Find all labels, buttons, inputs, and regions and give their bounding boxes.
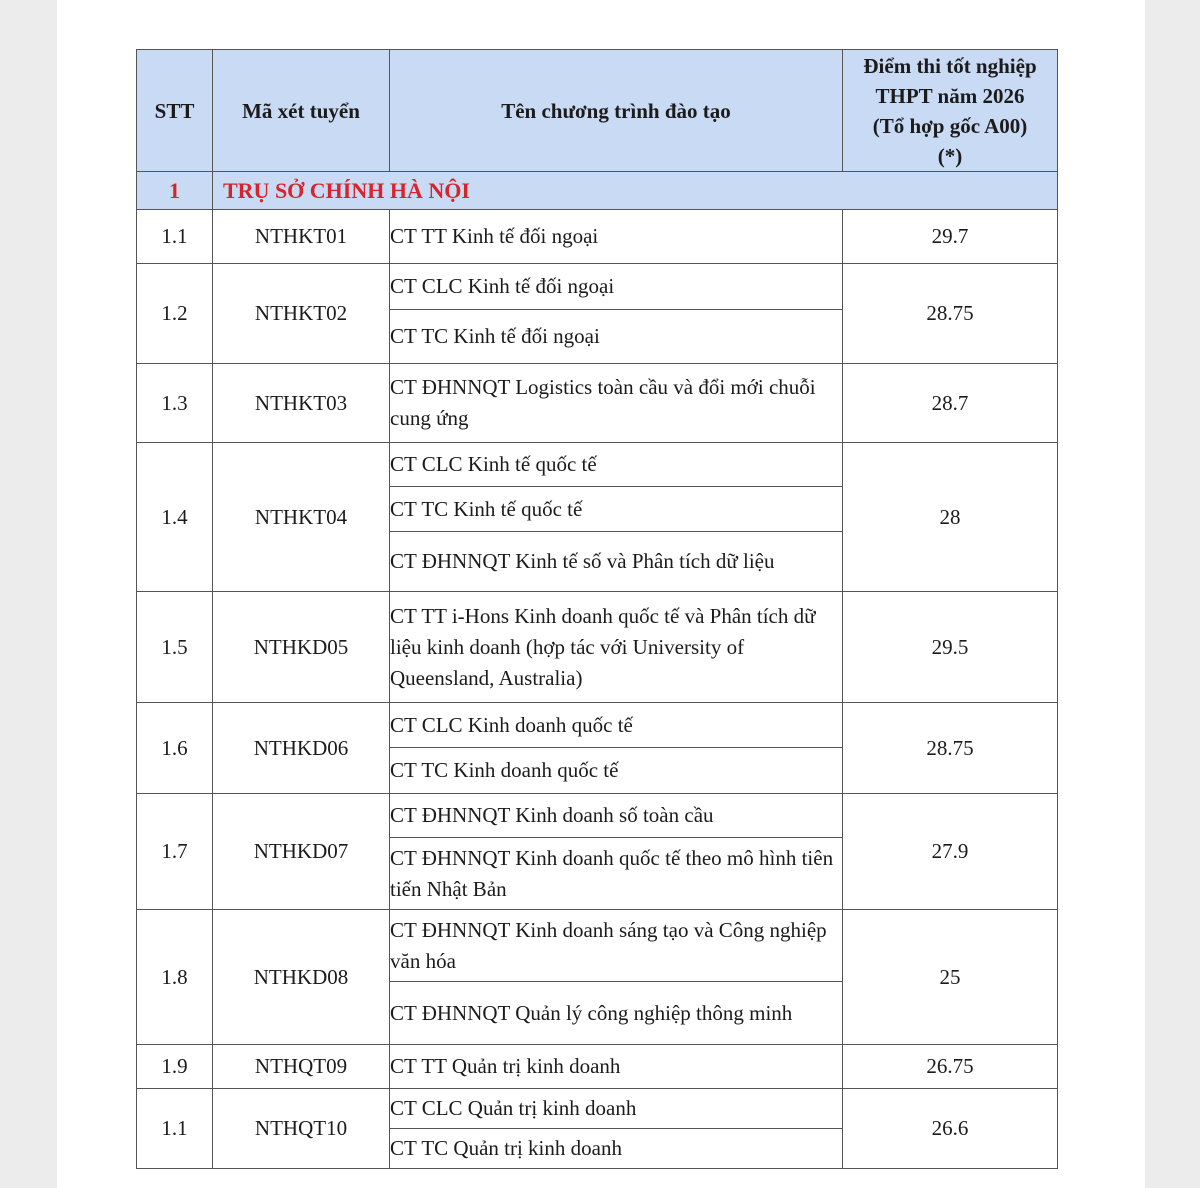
cell-score: 25: [843, 910, 1058, 1045]
cell-stt: 1.2: [137, 264, 213, 364]
section-name: TRỤ SỞ CHÍNH HÀ NỘI: [213, 172, 1058, 210]
cell-stt: 1.9: [137, 1045, 213, 1089]
cell-stt: 1.8: [137, 910, 213, 1045]
cell-program: CT TT Quản trị kinh doanh: [390, 1045, 843, 1089]
admission-score-table: [136, 49, 1058, 1169]
cell-stt: 1.1: [137, 210, 213, 264]
cell-score: 28.75: [843, 264, 1058, 364]
cell-program: CT ĐHNNQT Kinh doanh số toàn cầu: [390, 794, 843, 838]
cell-code: NTHQT09: [213, 1045, 390, 1089]
cell-code: NTHKD08: [213, 910, 390, 1045]
table-row: [137, 592, 1058, 703]
table-row: [137, 703, 1058, 748]
cell-program: CT ĐHNNQT Quản lý công nghiệp thông minh: [390, 982, 843, 1045]
header-score: [843, 50, 1058, 172]
table-header-row: [137, 50, 1058, 172]
cell-program: CT TT i-Hons Kinh doanh quốc tế và Phân tích dữ liệu kinh doanh (hợp tác với University of Queensland, Australia): [390, 592, 843, 703]
table-row: [137, 443, 1058, 487]
cell-program: CT CLC Quản trị kinh doanh: [390, 1089, 843, 1129]
cell-code: NTHKD07: [213, 794, 390, 910]
header-score-line4: (*): [937, 143, 963, 168]
cell-score: 28.7: [843, 364, 1058, 443]
cell-stt: 1.1: [137, 1089, 213, 1169]
cell-score: 26.75: [843, 1045, 1058, 1089]
cell-code: NTHKD05: [213, 592, 390, 703]
cell-program: CT TC Kinh doanh quốc tế: [390, 748, 843, 794]
table-row: [137, 210, 1058, 264]
table-row: [137, 910, 1058, 982]
cell-stt: 1.3: [137, 364, 213, 443]
cell-program: CT ĐHNNQT Kinh doanh quốc tế theo mô hình tiên tiến Nhật Bản: [390, 838, 843, 910]
table-row: [137, 794, 1058, 838]
cell-score: 29.7: [843, 210, 1058, 264]
cell-program: CT CLC Kinh tế đối ngoại: [390, 264, 843, 310]
cell-program: CT CLC Kinh doanh quốc tế: [390, 703, 843, 748]
cell-program: CT CLC Kinh tế quốc tế: [390, 443, 843, 487]
cell-stt: 1.4: [137, 443, 213, 592]
cell-program: CT ĐHNNQT Kinh doanh sáng tạo và Công nghiệp văn hóa: [390, 910, 843, 982]
header-program: Tên chương trình đào tạo: [390, 50, 843, 172]
table-row: [137, 264, 1058, 310]
table-row: [137, 1089, 1058, 1129]
cell-program: CT ĐHNNQT Kinh tế số và Phân tích dữ liệu: [390, 532, 843, 592]
cell-program: CT TC Quản trị kinh doanh: [390, 1129, 843, 1169]
cell-code: NTHKT02: [213, 264, 390, 364]
header-score-line1: Điểm thi tốt nghiệp: [863, 53, 1037, 78]
cell-code: NTHKT01: [213, 210, 390, 264]
cell-score: 28: [843, 443, 1058, 592]
cell-score: 26.6: [843, 1089, 1058, 1169]
header-code: Mã xét tuyển: [213, 50, 390, 172]
cell-code: NTHKT04: [213, 443, 390, 592]
section-row: [137, 172, 1058, 210]
cell-score: 29.5: [843, 592, 1058, 703]
cell-score: 27.9: [843, 794, 1058, 910]
cell-stt: 1.6: [137, 703, 213, 794]
cell-code: NTHKD06: [213, 703, 390, 794]
cell-code: NTHKT03: [213, 364, 390, 443]
cell-code: NTHQT10: [213, 1089, 390, 1169]
cell-stt: 1.7: [137, 794, 213, 910]
document-page: [57, 0, 1145, 1188]
cell-program: CT TC Kinh tế đối ngoại: [390, 310, 843, 364]
table-row: [137, 364, 1058, 443]
cell-stt: 1.5: [137, 592, 213, 703]
header-score-line3: (Tổ hợp gốc A00): [872, 113, 1028, 138]
cell-program: CT TC Kinh tế quốc tế: [390, 487, 843, 532]
table-row: [137, 1045, 1058, 1089]
cell-program: CT TT Kinh tế đối ngoại: [390, 210, 843, 264]
header-score-line2: THPT năm 2026: [875, 83, 1025, 108]
cell-program: CT ĐHNNQT Logistics toàn cầu và đổi mới chuỗi cung ứng: [390, 364, 843, 443]
section-number: 1: [137, 172, 213, 210]
cell-score: 28.75: [843, 703, 1058, 794]
header-stt: STT: [137, 50, 213, 172]
